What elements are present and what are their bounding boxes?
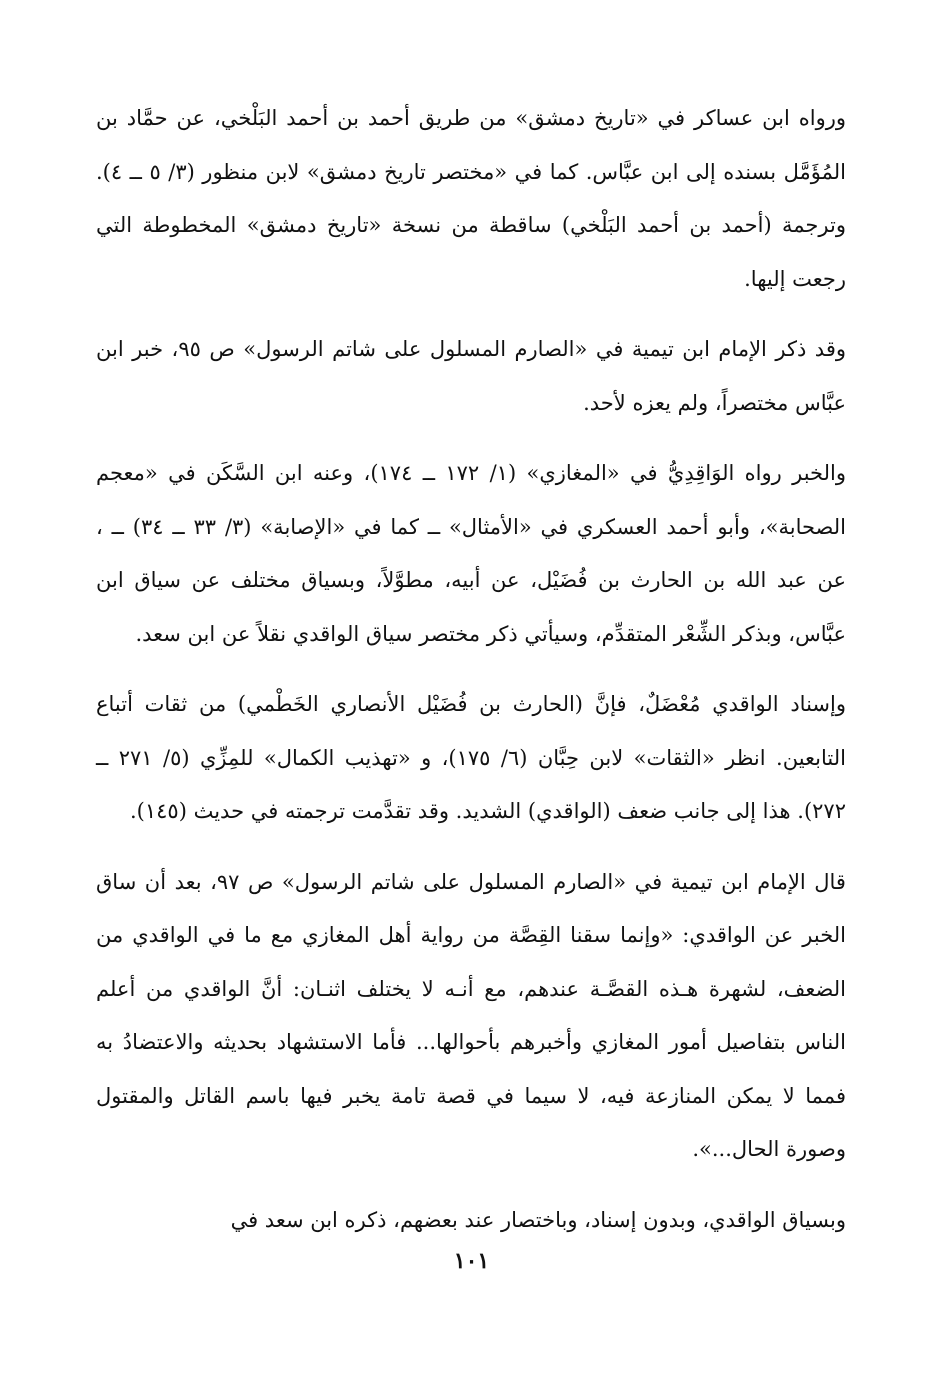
paragraph-6: وبسياق الواقدي، وبدون إسناد، وباختصار عند بعضهم، ذكره ابن سعد في <box>230 1207 846 1232</box>
page-number: ١٠١ <box>453 1248 490 1274</box>
paragraph-3: والخبر رواه الوَاقِدِيُّ في «المغازي» (١/ ١٧٢ ــ ١٧٤)، وعنه ابن السَّكَن في «معجم الصحابة»، وأبو أحمد العسكري في «الأمثال» ــ كما في «الإصابة» (٣/ ٣٣ ــ ٣٤) ــ ، عن عبد الله بن الحارث بن فُضَيْل، عن أبيه، مطوَّلاً، وبسياق مختلف عن سياق ابن عبَّاس، وبذكر الشِّعْر المتقدِّم، وسيأتي ذكر مختصر سياق الواقدي نقلاً عن ابن سعد. <box>96 461 846 646</box>
paragraph-4: وإسناد الواقدي مُعْضَلٌ، فإنَّ (الحارث بن فُضَيْل الأنصاري الخَطْمي) من ثقات أتباع التابعين. انظر «الثقات» لابن حِبَّان (٦/ ١٧٥)، و «تهذيب الكمال» للمِزِّي (٥/ ٢٧١ ــ ٢٧٢). هذا إلى جانب ضعف (الواقدي) الشديد. وقد تقدَّمت ترجمته في حديث (١٤٥). <box>96 692 846 823</box>
paragraph-1: ورواه ابن عساكر في «تاريخ دمشق» من طريق أحمد بن أحمد البَلْخي، عن حمَّاد بن المُؤَمَّل بسنده إلى ابن عبَّاس. كما في «مختصر تاريخ دمشق» لابن منظور (٣/ ٥ ــ ٤). وترجمة (أحمد بن أحمد البَلْخي) ساقطة من نسخة «تاريخ دمشق» المخطوطة التي رجعت إليها. <box>96 106 847 291</box>
document-page <box>96 92 846 1247</box>
paragraph-5: قال الإمام ابن تيمية في «الصارم المسلول على شاتم الرسول» ص ٩٧، بعد أن ساق الخبر عن الواقدي: «وإنما سقنا القِصَّة من رواية أهل المغازي مع ما في الواقدي من الضعف، لشهرة هـذه القصَّـة عندهم، مع أنـه لا يختلف اثنـان: أنَّ الواقدي من أعلم الناس بتفاصيل أمور المغازي وأخبرهم بأحوالها... فأما الاستشهاد بحديثه والاعتضادُ به فمما لا يمكن المنازعة فيه، لا سيما في قصة تامة يخبر فيها باسم القاتل والمقتول وصورة الحال...». <box>96 869 846 1161</box>
paragraph-2: وقد ذكر الإمام ابن تيمية في «الصارم المسلول على شاتم الرسول» ص ٩٥، خبر ابن عبَّاس مختصراً، ولم يعزه لأحد. <box>96 337 846 415</box>
